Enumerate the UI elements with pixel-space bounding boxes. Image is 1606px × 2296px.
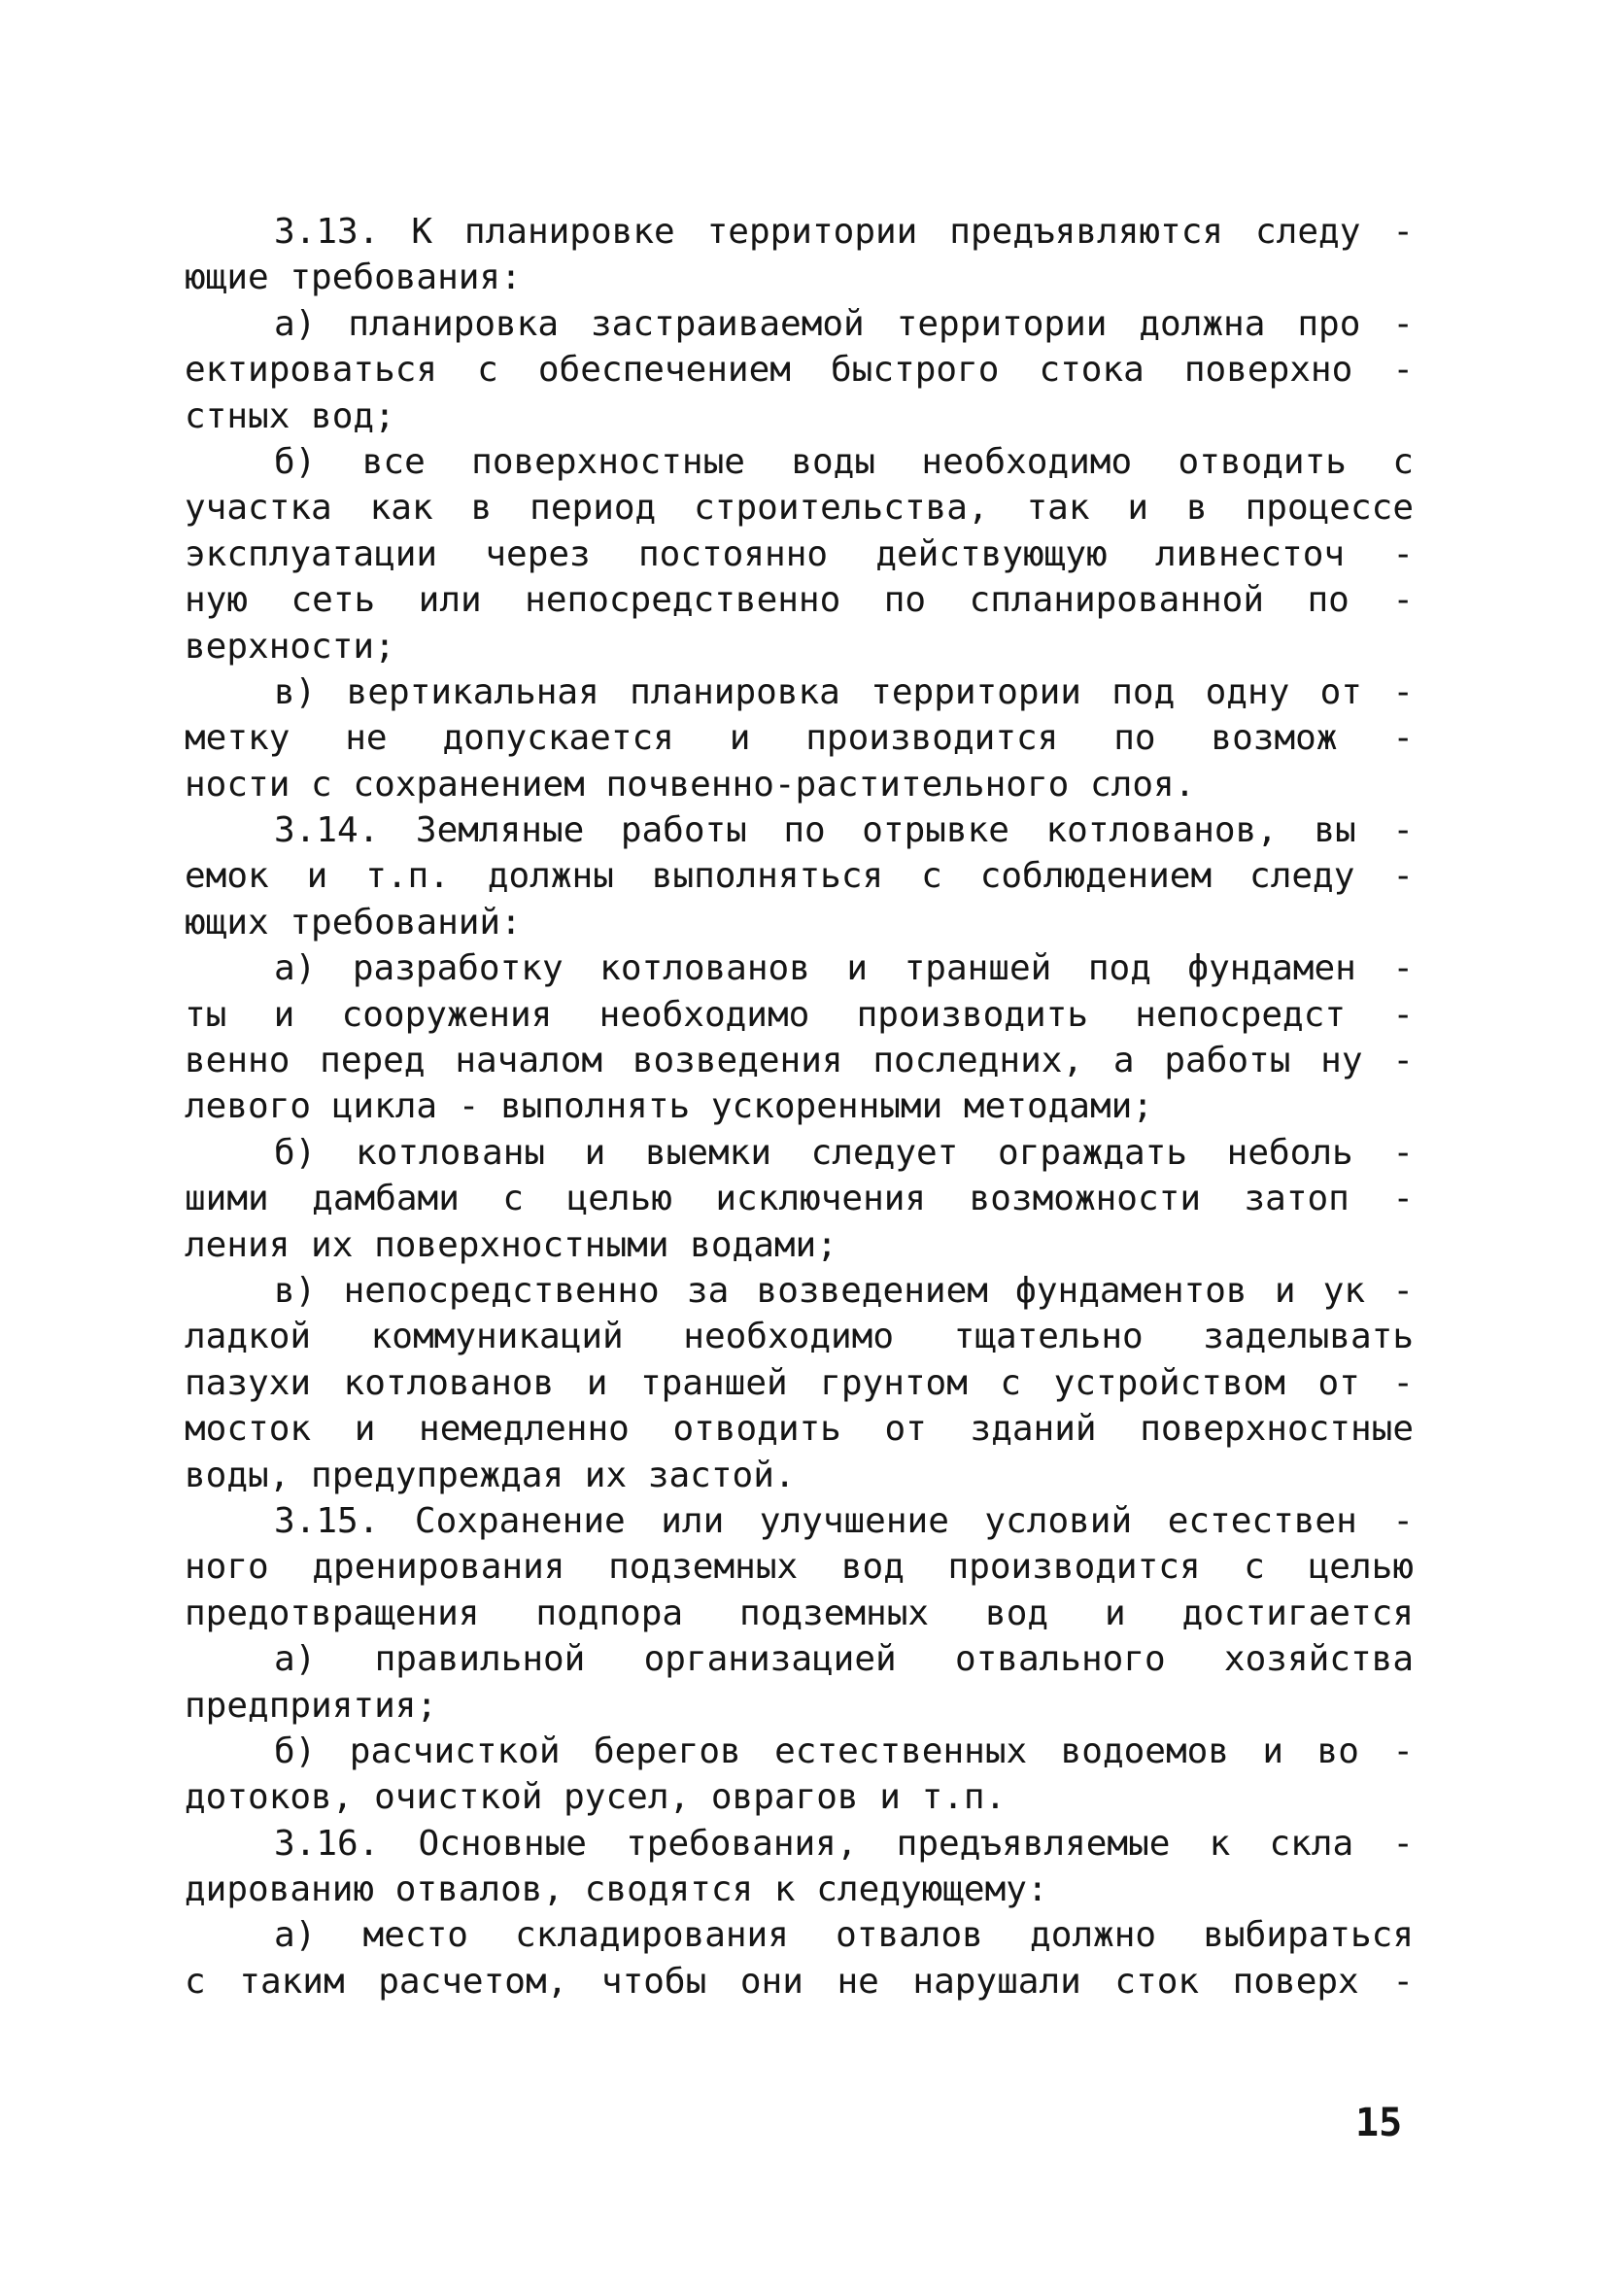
text-line: а) планировка застраиваемой территории должна про -: [274, 303, 1414, 344]
body-text: [185, 209, 1414, 2005]
text-line: участка как в период строительства, так и в процессе: [185, 488, 1414, 529]
text-line: воды, предупреждая их застой.: [185, 1455, 796, 1495]
text-line: предприятия;: [185, 1685, 438, 1726]
text-line: пазухи котлованов и траншей грунтом с устройством от -: [185, 1362, 1414, 1403]
text-line: венно перед началом возведения последних, а работы ну -: [185, 1041, 1414, 1081]
text-line: емок и т.п. должны выполняться с соблюдением следу -: [185, 856, 1414, 897]
text-line: 3.16. Основные требования, предъявляемые к скла -: [274, 1823, 1414, 1864]
page-number: 15: [1355, 2101, 1403, 2145]
text-line: ности с сохранением почвенно-растительного слоя.: [185, 764, 1196, 805]
text-line: ную сеть или непосредственно по спланированной по -: [185, 580, 1414, 621]
text-line: а) разработку котлованов и траншей под фундамен -: [274, 948, 1414, 989]
text-line: левого цикла - выполнять ускоренными методами;: [185, 1086, 1153, 1127]
text-line: предотвращения подпора подземных вод и достигается: [185, 1593, 1414, 1633]
text-line: б) котлованы и выемки следует ограждать неболь -: [274, 1132, 1414, 1173]
text-line: ющих требований:: [185, 902, 522, 942]
text-line: а) правильной организацией отвального хозяйства: [274, 1639, 1414, 1680]
text-line: в) вертикальная планировка территории под одну от -: [274, 671, 1414, 712]
text-line: 3.14. Земляные работы по отрывке котлованов, вы -: [274, 810, 1414, 851]
text-line: б) все поверхностные воды необходимо отводить с: [274, 441, 1414, 482]
text-line: ты и сооружения необходимо производить непосредст -: [185, 994, 1414, 1035]
text-line: 3.13. К планировке территории предъявляются следу -: [274, 212, 1414, 252]
text-line: стных вод;: [185, 395, 395, 436]
text-line: дотоков, очисткой русел, оврагов и т.п.: [185, 1777, 1007, 1818]
text-line: в) непосредственно за возведением фундаментов и ук -: [274, 1270, 1414, 1311]
text-line: метку не допускается и производится по возмож -: [185, 718, 1414, 759]
text-line: ления их поверхностными водами;: [185, 1224, 837, 1265]
text-line: с таким расчетом, чтобы они не нарушали сток поверх -: [185, 1961, 1414, 2002]
text-line: ющие требования:: [185, 257, 522, 298]
text-line: верхности;: [185, 626, 395, 667]
text-line: б) расчисткой берегов естественных водоемов и во -: [274, 1731, 1414, 1771]
text-line: 3.15. Сохранение или улучшение условий естествен -: [274, 1500, 1414, 1541]
text-line: эксплуатации через постоянно действующую ливнесточ -: [185, 533, 1414, 574]
text-line: дированию отвалов, сводятся к следующему:: [185, 1869, 1048, 1910]
text-line: мосток и немедленно отводить от зданий поверхностные: [185, 1409, 1414, 1450]
text-line: ектироваться с обеспечением быстрого стока поверхно -: [185, 350, 1414, 391]
text-line: а) место складирования отвалов должно выбираться: [274, 1915, 1414, 1956]
text-line: ладкой коммуникаций необходимо тщательно заделывать: [185, 1317, 1414, 1357]
text-line: ного дренирования подземных вод производится с целью: [185, 1547, 1414, 1588]
text-line: шими дамбами с целью исключения возможности затоп -: [185, 1179, 1414, 1219]
